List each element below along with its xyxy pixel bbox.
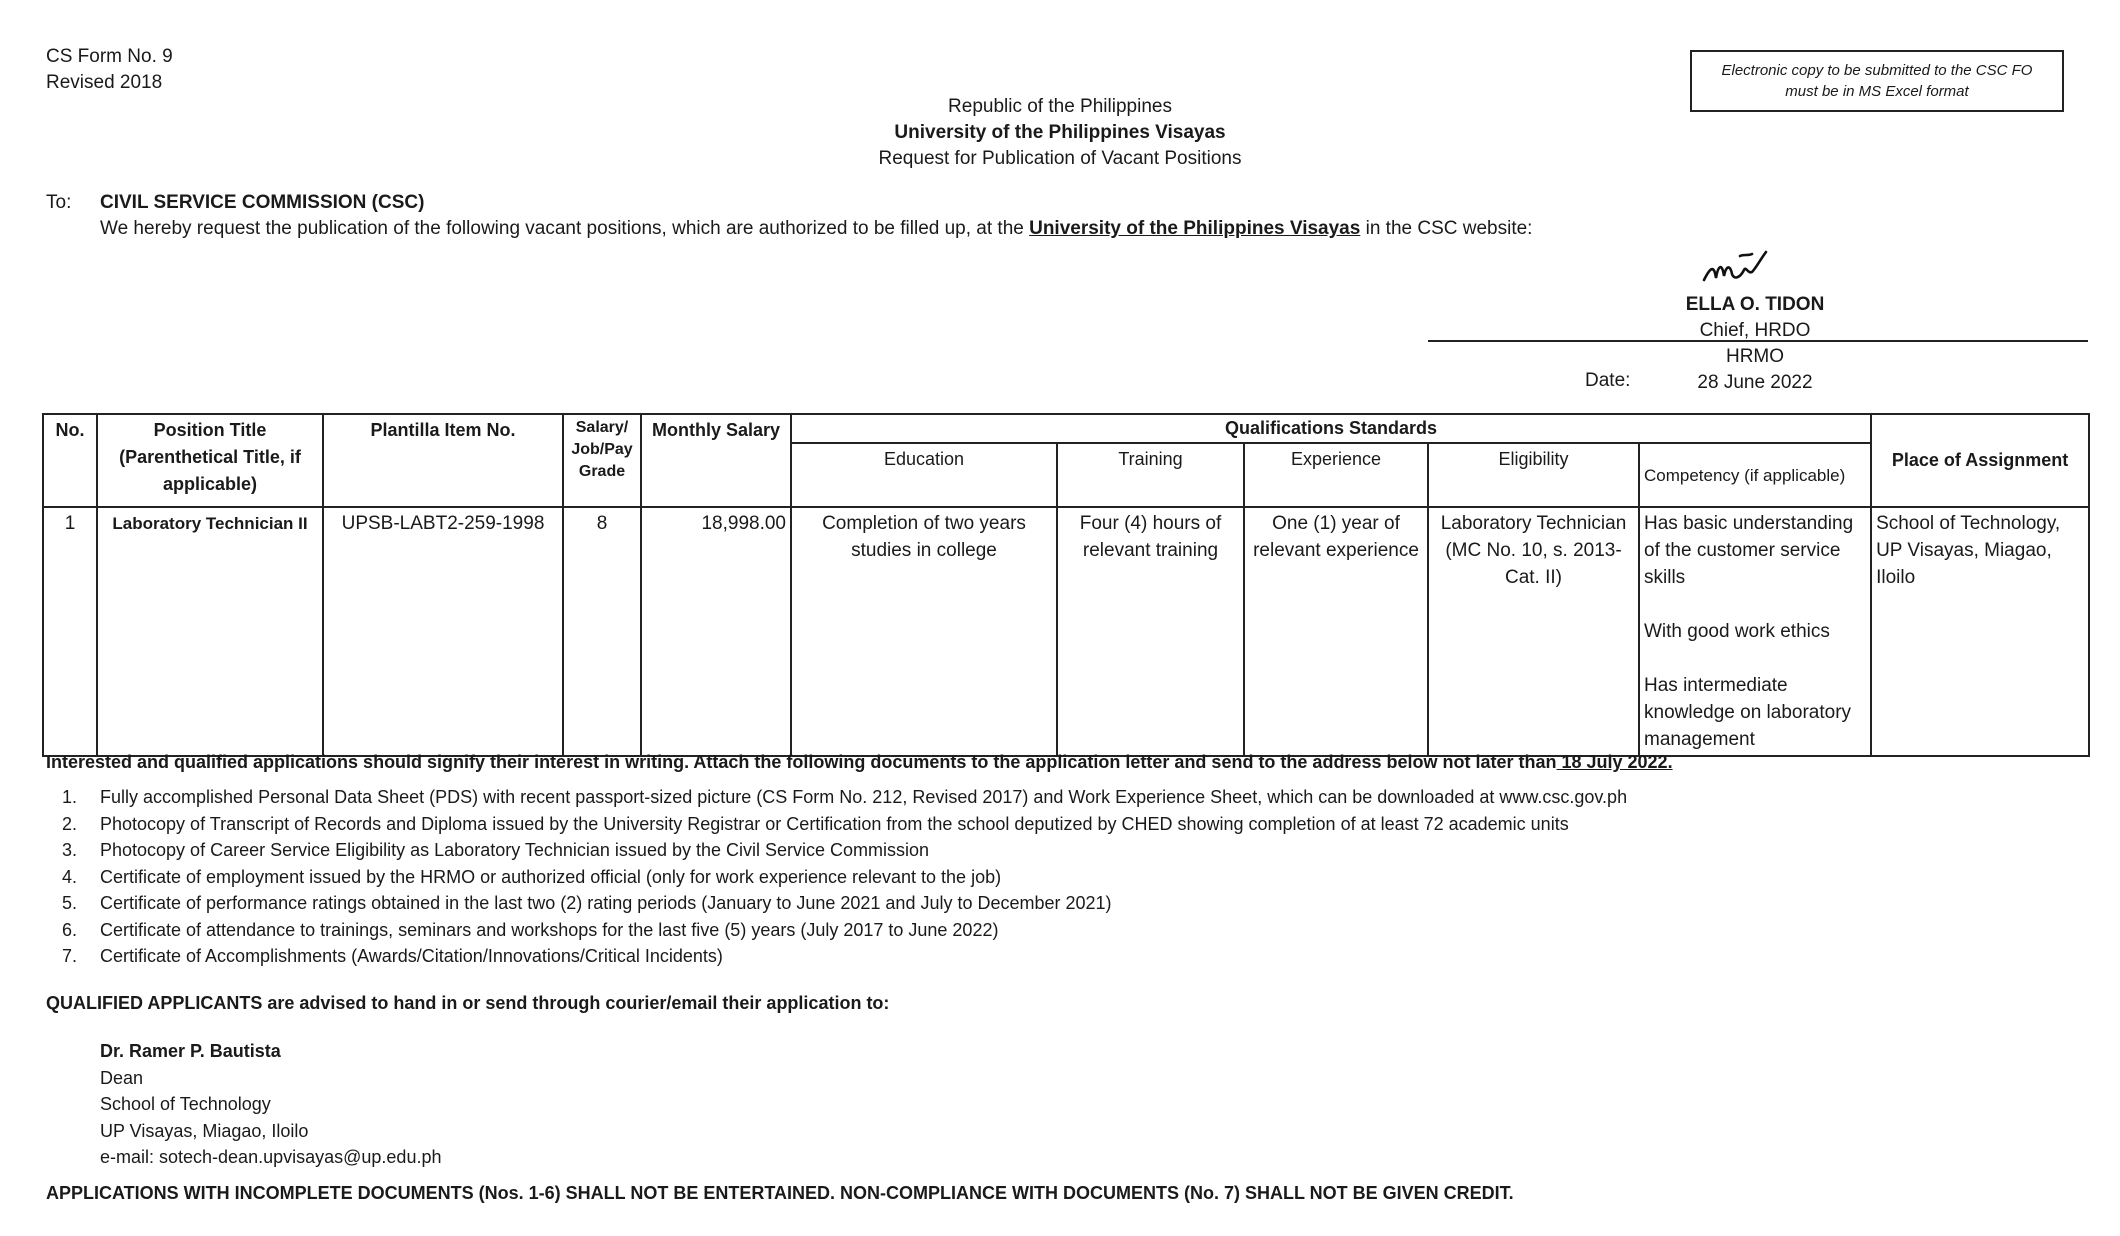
cell-no: 1 <box>43 507 97 756</box>
request-text-end: in the CSC website: <box>1360 218 1533 239</box>
cell-monthly-salary: 18,998.00 <box>641 507 791 756</box>
competency-item: With good work ethics <box>1644 621 1830 642</box>
contact-address: UP Visayas, Miagao, Iloilo <box>100 1120 309 1141</box>
list-item <box>46 943 1627 970</box>
cell-plantilla: UPSB-LABT2-259-1998 <box>323 507 563 756</box>
addressee-name: CIVIL SERVICE COMMISSION (CSC) <box>100 192 425 213</box>
form-revision: Revised 2018 <box>46 72 163 93</box>
vacancy-table <box>42 413 2090 757</box>
requirements-list <box>46 784 1627 970</box>
list-item <box>46 784 1627 811</box>
request-agency: University of the Philippines Visayas <box>1029 218 1361 239</box>
signatory-title: Chief, HRDO <box>1699 320 1811 341</box>
item-text: Certificate of attendance to trainings, seminars and workshops for the last five (5) years (July 2017 to June 2022) <box>100 919 999 940</box>
table-row <box>43 507 2089 756</box>
signatory-name: ELLA O. TIDON <box>1685 294 1825 315</box>
item-text: Certificate of performance ratings obtained in the last two (2) rating periods (January to June 2021 and July to December 2021) <box>100 893 1112 913</box>
item-text: Fully accomplished Personal Data Sheet (PDS) with recent passport-sized picture (CS Form No. 212, Revised 2017) and Work Experience Sheet, which can be downloaded at www.csc.gov.ph <box>100 787 1628 807</box>
request-text-start: We hereby request the publication of the following vacant positions, which are authorized to be filled up, at the <box>100 218 1030 239</box>
cell-eligibility: Laboratory Technician (MC No. 10, s. 2013-Cat. II) <box>1428 507 1639 756</box>
item-number: 4. <box>62 866 78 887</box>
agency-name: University of the Philippines Visayas <box>894 122 1226 143</box>
country-line: Republic of the Philippines <box>948 96 1172 117</box>
application-deadline: 18 July 2022. <box>1556 752 1673 772</box>
to-label: To: <box>46 192 72 213</box>
item-text: Certificate of employment issued by the HRMO or authorized official (only for work experience relevant to the job) <box>100 866 1002 887</box>
header-eligibility: Eligibility <box>1428 443 1639 507</box>
header-salary-grade: Salary/ Job/Pay Grade <box>563 414 641 507</box>
list-item <box>46 864 1627 891</box>
item-number: 1. <box>62 787 78 807</box>
cell-position-title: Laboratory Technician II <box>97 507 323 756</box>
item-text: Photocopy of Career Service Eligibility as Laboratory Technician issued by the Civil Service Commission <box>100 840 930 860</box>
form-number: CS Form No. 9 <box>46 46 173 67</box>
header-monthly-salary: Monthly Salary <box>641 414 791 507</box>
competency-item: Has basic understanding of the customer service skills <box>1644 513 1854 588</box>
item-text: Photocopy of Transcript of Records and Diploma issued by the University Registrar or Certification from the school deputized by CHED showing completion of at least 72 academic units <box>100 813 1569 834</box>
header-qualifications: Qualifications Standards <box>791 414 1871 443</box>
contact-block <box>100 1038 441 1171</box>
cell-education: Completion of two years studies in college <box>791 507 1057 756</box>
contact-unit: School of Technology <box>100 1094 271 1114</box>
cell-salary-grade: 8 <box>563 507 641 756</box>
request-statement <box>100 216 1532 242</box>
document-header <box>0 94 2120 172</box>
item-number: 5. <box>62 893 78 913</box>
item-number: 6. <box>62 919 78 940</box>
form-identifier <box>46 44 173 96</box>
header-training: Training <box>1057 443 1244 507</box>
list-item <box>46 890 1627 917</box>
list-item <box>46 811 1627 838</box>
handwritten-signature <box>1700 244 1780 288</box>
header-plantilla: Plantilla Item No. <box>323 414 563 507</box>
compliance-warning: APPLICATIONS WITH INCOMPLETE DOCUMENTS (Nos. 1-6) SHALL NOT BE ENTERTAINED. NON-COMPLIANCE WITH DOCUMENTS (No. 7) SHALL NOT BE GIVEN CREDIT. <box>46 1183 1514 1203</box>
item-number: 7. <box>62 946 78 966</box>
instruction-text: Interested and qualified applications should signify their interest in writing. Attach the following documents to the application letter and send to the address below not later than <box>46 752 1557 772</box>
contact-name: Dr. Ramer P. Bautista <box>100 1041 281 1061</box>
header-competency: Competency (if applicable) <box>1639 443 1871 507</box>
date-label: Date: <box>1585 370 1631 391</box>
item-text: Certificate of Accomplishments (Awards/Citation/Innovations/Critical Incidents) <box>100 946 723 966</box>
signatory-block <box>1580 292 1930 396</box>
competency-item: Has intermediate knowledge on laboratory management <box>1644 675 1852 750</box>
header-experience: Experience <box>1244 443 1428 507</box>
cell-training: Four (4) hours of relevant training <box>1057 507 1244 756</box>
item-number: 3. <box>62 840 78 860</box>
contact-position: Dean <box>100 1067 144 1088</box>
list-item <box>46 837 1627 864</box>
cell-place: School of Technology, UP Visayas, Miagao, Iloilo <box>1871 507 2089 756</box>
submission-advice: QUALIFIED APPLICANTS are advised to hand in or send through courier/email their application to: <box>46 993 890 1013</box>
addressee-block <box>46 190 1532 242</box>
item-number: 2. <box>62 813 78 834</box>
document-title: Request for Publication of Vacant Positions <box>878 148 1242 169</box>
header-position-title: Position Title (Parenthetical Title, if applicable) <box>97 414 323 507</box>
contact-email[interactable]: e-mail: sotech-dean.upvisayas@up.edu.ph <box>100 1147 442 1167</box>
header-education: Education <box>791 443 1057 507</box>
header-place: Place of Assignment <box>1871 414 2089 507</box>
notice-line-1: Electronic copy to be submitted to the CSC FO <box>1721 62 2033 79</box>
cell-experience: One (1) year of relevant experience <box>1244 507 1428 756</box>
list-item <box>46 917 1627 944</box>
table-header-row <box>43 414 2089 443</box>
application-instruction <box>46 752 1673 773</box>
notice-line-2: must be in MS Excel format <box>1785 83 1969 100</box>
signatory-role: HRMO <box>1725 346 1785 367</box>
signature-rule <box>1428 340 2088 342</box>
header-no: No. <box>43 414 97 507</box>
signatory-date: 28 June 2022 <box>1697 372 1813 393</box>
cell-competency <box>1639 507 1871 756</box>
